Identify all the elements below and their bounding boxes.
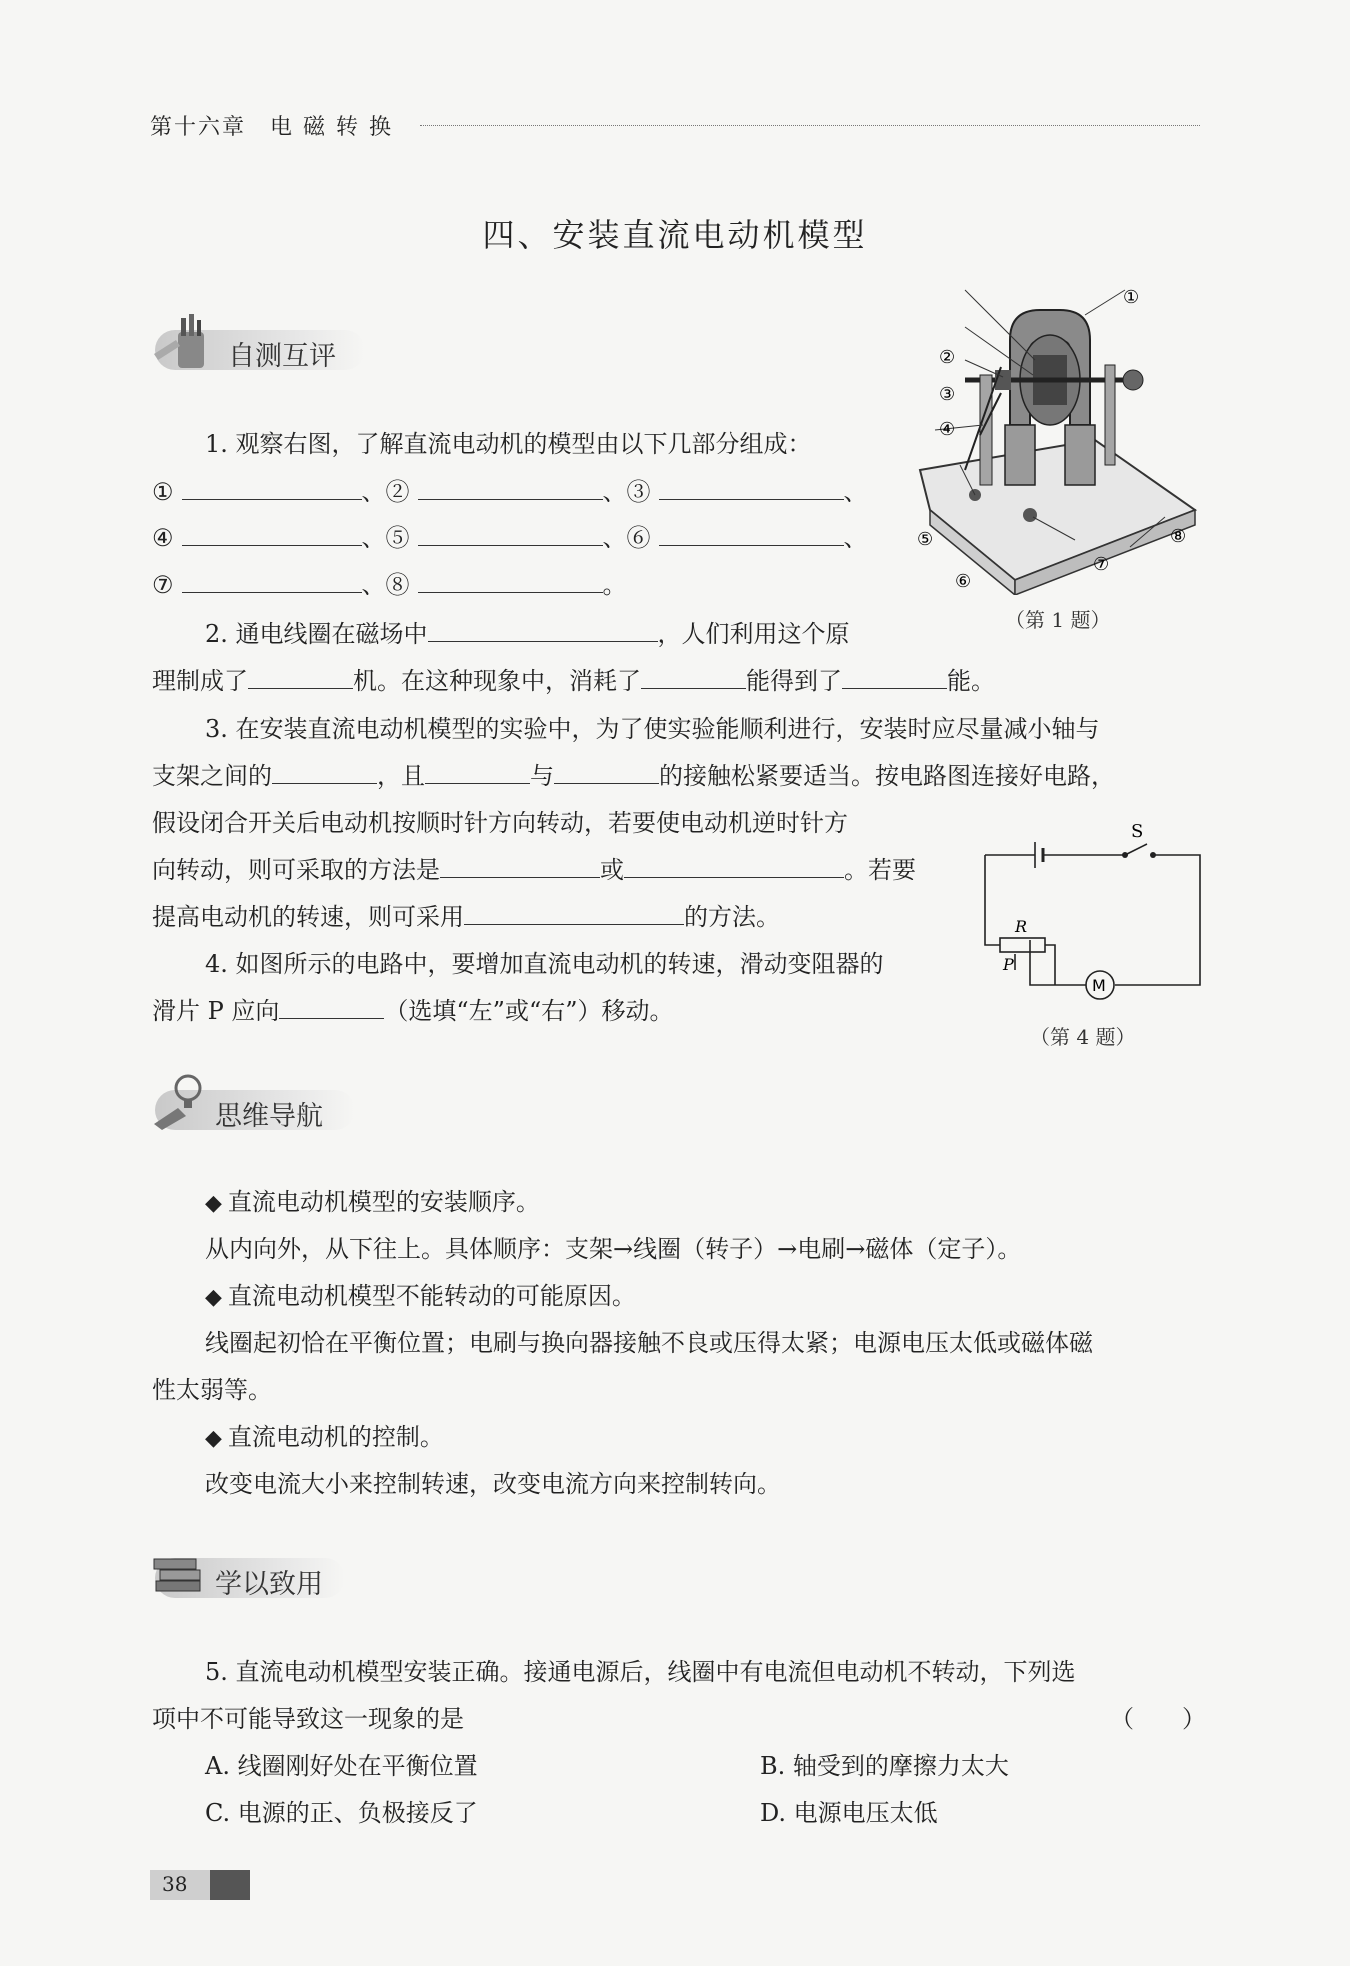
q1-stem: 1. 观察右图，了解直流电动机的模型由以下几部分组成： xyxy=(205,430,812,458)
q5-answer-paren[interactable]: （ ） xyxy=(1110,1705,1206,1733)
q3-line-1: 3. 在安装直流电动机模型的实验中，为了使实验能顺利进行，安装时应尽量减小轴与 xyxy=(205,715,1100,743)
q2-blank-4[interactable] xyxy=(842,666,947,689)
q3-blank-2[interactable] xyxy=(425,761,530,784)
fig1-label-3: ③ xyxy=(939,384,956,405)
q1-row-3: ⑦ 、⑧ 。 xyxy=(152,571,627,599)
q3-line-5: 提高电动机的转速，则可采用 的方法。 xyxy=(152,903,780,931)
q5-line-1: 5. 直流电动机模型安装正确。接通电源后，线圈中有电流但电动机不转动，下列选 xyxy=(205,1658,1076,1686)
fig1-label-8: ⑧ xyxy=(1170,526,1187,547)
motor-model-figure xyxy=(905,285,1205,595)
q1-blank-6[interactable] xyxy=(659,523,844,546)
fig1-label-1: ① xyxy=(1123,287,1140,308)
nav-text-3: 改变电流大小来控制转速，改变电流方向来控制转向。 xyxy=(205,1470,781,1498)
q2-blank-2[interactable] xyxy=(248,666,353,689)
q3-line-4: 向转动，则可采取的方法是 或 。若要 xyxy=(152,856,916,884)
page-title: 四、安装直流电动机模型 xyxy=(482,216,868,254)
fig1-label-6: ⑥ xyxy=(955,571,972,592)
q5-line-2: 项中不可能导致这一现象的是 xyxy=(152,1705,464,1733)
fig4-caption: （第 4 题） xyxy=(1030,1025,1136,1049)
q1-row-2: ④ 、⑤ 、⑥ 、 xyxy=(152,524,868,552)
q3-blank-1[interactable] xyxy=(272,761,377,784)
fig1-label-2: ② xyxy=(939,347,956,368)
q1-blank-3[interactable] xyxy=(659,477,844,500)
nav-text-2a: 线圈起初恰在平衡位置；电刷与换向器接触不良或压得太紧；电源电压太低或磁体磁 xyxy=(205,1329,1093,1357)
q1-blank-8[interactable] xyxy=(418,570,603,593)
q1-blank-5[interactable] xyxy=(418,523,603,546)
fig1-label-4: ④ xyxy=(939,419,956,440)
q5-option-c[interactable]: C. 电源的正、负极接反了 xyxy=(205,1799,478,1827)
q2-line-1: 2. 通电线圈在磁场中 ，人们利用这个原 xyxy=(205,620,850,648)
q4-blank-1[interactable] xyxy=(279,996,384,1019)
nav-heading-3: ◆ 直流电动机的控制。 xyxy=(205,1423,444,1451)
q4-line-2: 滑片 P 应向 （选填“左”或“右”）移动。 xyxy=(152,997,674,1025)
q2-line-2: 理制成了 机。在这种现象中，消耗了 能得到了 能。 xyxy=(152,667,995,695)
nav-text-1: 从内向外，从下往上。具体顺序：支架→线圈（转子）→电刷→磁体（定子）。 xyxy=(205,1235,1022,1263)
slider-label: P xyxy=(1003,955,1014,974)
pencil-cup-icon xyxy=(150,310,220,380)
header-rule xyxy=(420,125,1200,126)
nav-heading-1: ◆ 直流电动机模型的安装顺序。 xyxy=(205,1188,540,1216)
q1-blank-7[interactable] xyxy=(182,570,362,593)
q4-line-1: 4. 如图所示的电路中，要增加直流电动机的转速，滑动变阻器的 xyxy=(205,950,884,978)
page-number-tab xyxy=(150,1870,250,1900)
section-title-mind-nav: 思维导航 xyxy=(215,1101,323,1132)
q3-line-3: 假设闭合开关后电动机按顺时针方向转动，若要使电动机逆时针方 xyxy=(152,809,848,837)
resistor-label: R xyxy=(1015,917,1028,936)
q5-option-d[interactable]: D. 电源电压太低 xyxy=(760,1799,938,1827)
section-title-apply: 学以致用 xyxy=(215,1569,323,1600)
fig1-label-5: ⑤ xyxy=(917,529,934,550)
q3-blank-3[interactable] xyxy=(554,761,659,784)
q1-blank-2[interactable] xyxy=(418,477,603,500)
q3-blank-6[interactable] xyxy=(464,902,684,925)
nav-heading-2: ◆ 直流电动机模型不能转动的可能原因。 xyxy=(205,1282,636,1310)
chapter-header: 第十六章 电 磁 转 换 xyxy=(150,115,393,140)
books-icon xyxy=(150,1545,210,1605)
section-title-self-test: 自测互评 xyxy=(228,341,336,372)
q5-option-a[interactable]: A. 线圈刚好处在平衡位置 xyxy=(205,1752,478,1780)
circuit-diagram xyxy=(975,820,1215,1020)
q1-blank-1[interactable] xyxy=(182,477,362,500)
switch-label: S xyxy=(1131,821,1144,842)
lightbulb-icon xyxy=(148,1068,213,1138)
q3-line-2: 支架之间的 ，且 与 的接触松紧要适当。按电路图连接好电路， xyxy=(152,762,1115,790)
nav-text-2b: 性太弱等。 xyxy=(152,1376,272,1404)
q1-row-1: ① 、② 、③ 、 xyxy=(152,478,868,506)
motor-label: M xyxy=(1092,976,1106,995)
q5-option-b[interactable]: B. 轴受到的摩擦力太大 xyxy=(760,1752,1009,1780)
q1-blank-4[interactable] xyxy=(182,523,362,546)
q2-blank-1[interactable] xyxy=(428,619,658,642)
fig1-label-7: ⑦ xyxy=(1093,554,1110,575)
page-number: 38 xyxy=(162,1872,188,1896)
q3-blank-4[interactable] xyxy=(440,855,600,878)
fig1-caption: （第 1 题） xyxy=(1005,608,1111,632)
q2-blank-3[interactable] xyxy=(641,666,746,689)
q3-blank-5[interactable] xyxy=(624,855,844,878)
